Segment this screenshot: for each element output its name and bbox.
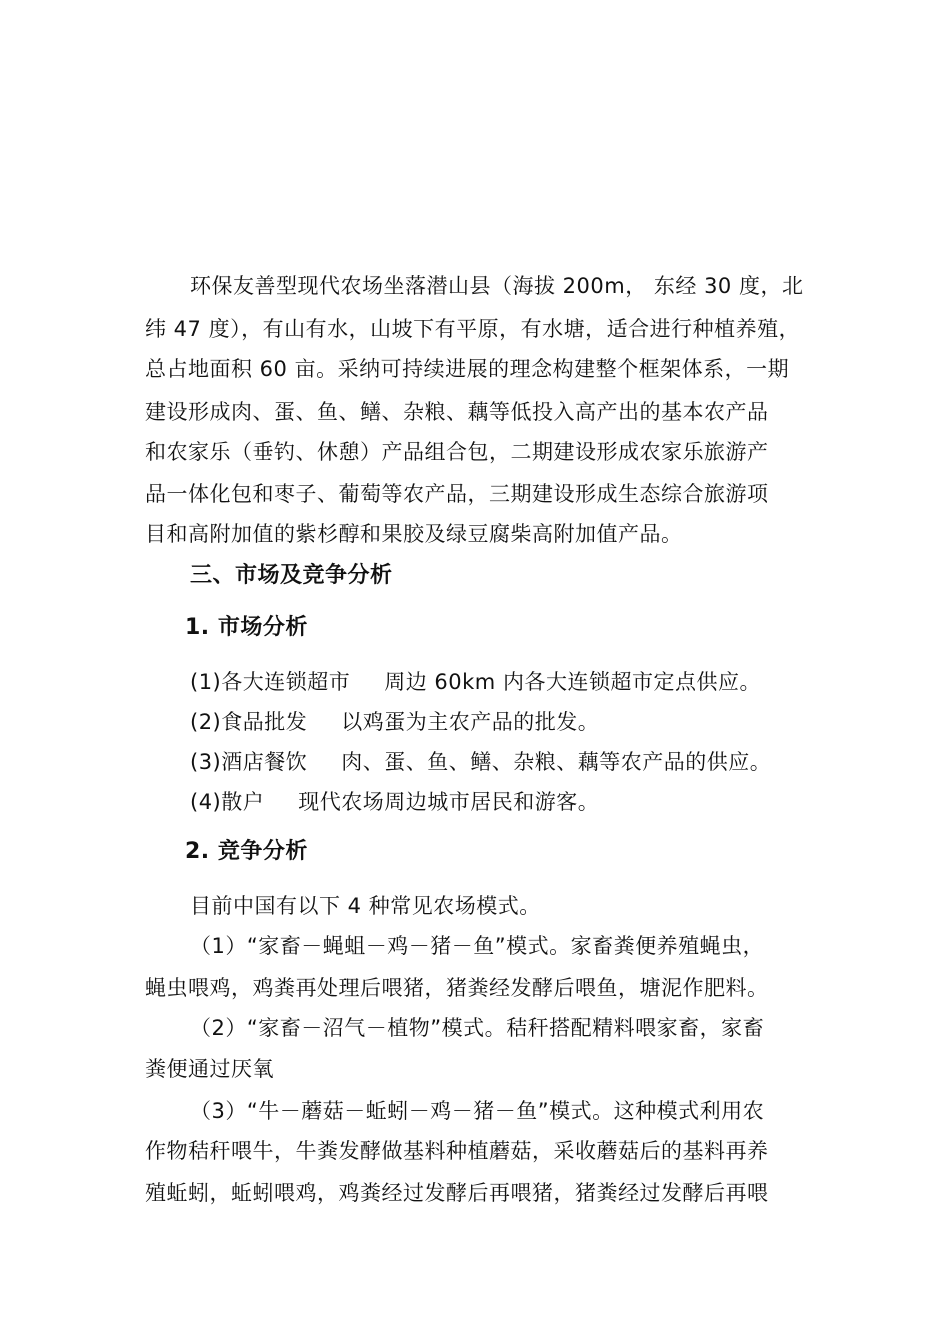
market-item-label: (3)酒店餐饮 [190,750,308,774]
model-2-line-1: （2）“家畜－沼气－植物”模式。秸秆搭配精料喂家畜，家畜 [190,1016,765,1040]
market-item-desc: 周边 60km 内各大连锁超市定点供应。 [384,670,761,694]
intro-line-3: 总占地面积 60 亩。采纳可持续进展的理念构建整个框架体系，一期 [145,357,790,381]
market-item-label: (4)散户 [190,790,265,814]
market-item-desc: 现代农场周边城市居民和游客。 [298,790,600,814]
market-item [190,668,761,696]
competition-intro: 目前中国有以下 4 种常见农场模式。 [190,894,541,918]
model-3-line-3: 殖蚯蚓，蚯蚓喂鸡，鸡粪经过发酵后再喂猪，猪粪经过发酵后再喂 [145,1181,769,1205]
model-2-line-2: 粪便通过厌氧 [145,1057,274,1081]
intro-line-4: 建设形成肉、蛋、鱼、鳝、杂粮、藕等低投入高产出的基本农产品 [145,400,769,424]
model-3-line-1: （3）“牛－蘑菇－蚯蚓－鸡－猪－鱼”模式。这种模式利用农 [190,1099,765,1123]
competition-analysis-heading: 2. 竞争分析 [185,839,308,864]
intro-line-5: 和农家乐（垂钓、休憩）产品组合包，二期建设形成农家乐旅游产 [145,440,769,464]
market-item [190,788,599,816]
intro-line-6: 品一体化包和枣子、葡萄等农产品，三期建设形成生态综合旅游项 [145,482,769,506]
market-item-desc: 以鸡蛋为主农产品的批发。 [341,710,600,734]
model-1-line-2: 蝇虫喂鸡，鸡粪再处理后喂猪，猪粪经发酵后喂鱼，塘泥作肥料。 [145,976,769,1000]
model-1-line-1: （1）“家畜－蝇蛆－鸡－猪－鱼”模式。家畜粪便养殖蝇虫， [190,934,765,958]
market-analysis-heading: 1. 市场分析 [185,615,308,640]
intro-line-1: 环保友善型现代农场坐落潜山县（海拔 200m， 东经 30 度，北 [190,274,804,298]
section-heading: 三、市场及竞争分析 [190,563,393,588]
market-item-label: (1)各大连锁超市 [190,670,351,694]
market-item [190,748,771,776]
market-item-label: (2)食品批发 [190,710,308,734]
intro-line-7: 目和高附加值的紫杉醇和果胶及绿豆腐柴高附加值产品。 [145,522,683,546]
market-item-desc: 肉、蛋、鱼、鳝、杂粮、藕等农产品的供应。 [341,750,772,774]
intro-line-2: 纬 47 度），有山有水，山坡下有平原，有水塘，适合进行种植养殖， [145,317,801,341]
market-item [190,708,599,736]
model-3-line-2: 作物秸秆喂牛，牛粪发酵做基料种植蘑菇，采收蘑菇后的基料再养 [145,1139,769,1163]
